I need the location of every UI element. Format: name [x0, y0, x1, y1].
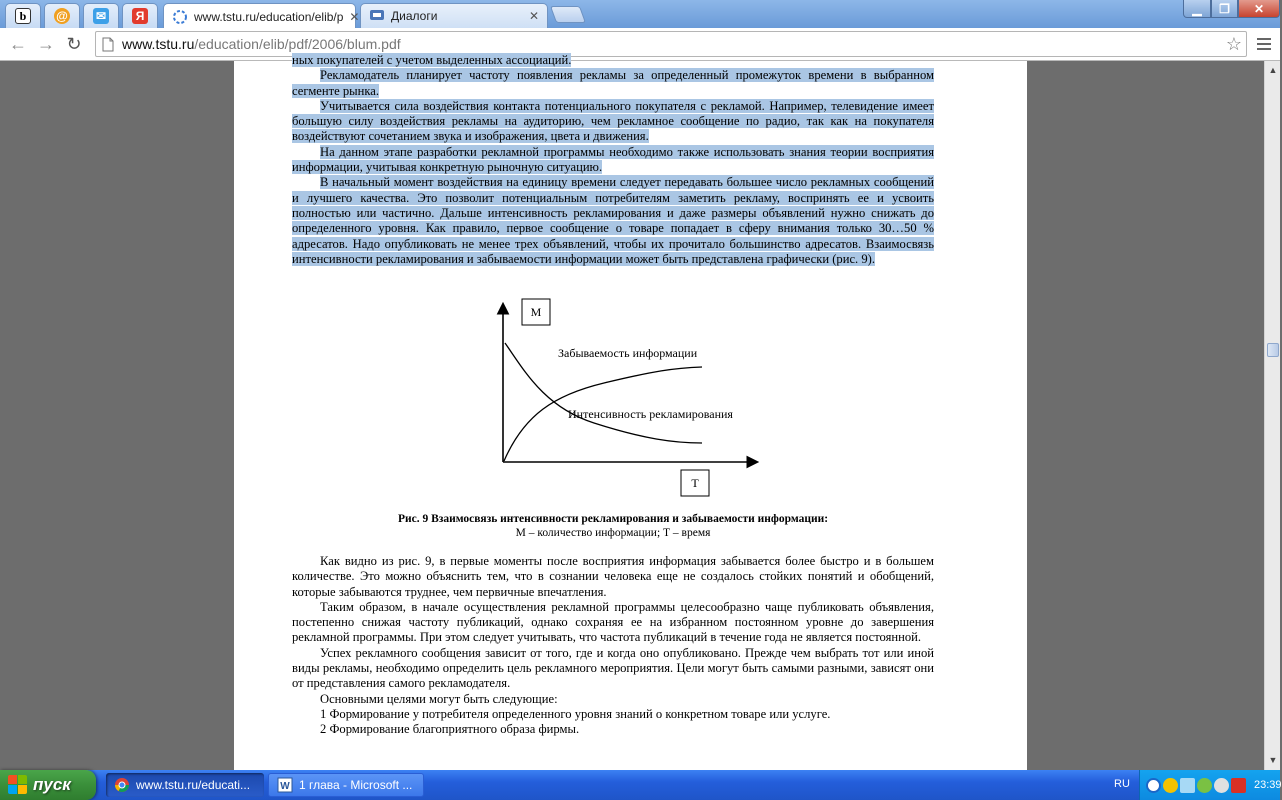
chat-icon — [369, 8, 385, 24]
forward-button[interactable] — [33, 32, 59, 56]
system-tray — [1139, 770, 1280, 800]
tray-app-icon[interactable] — [1163, 778, 1178, 793]
network-icon[interactable] — [1180, 778, 1195, 793]
chevron-left-icon[interactable] — [1146, 778, 1161, 793]
caption-subtitle: М – количество информации; Т – время — [515, 527, 711, 539]
list-item: 2 Формирование благоприятного образа фирмы. — [320, 722, 580, 737]
close-icon[interactable]: ✕ — [349, 9, 360, 24]
yandex-icon: Я — [132, 8, 148, 24]
antivirus-icon[interactable] — [1231, 778, 1246, 793]
pdf-page — [234, 53, 1027, 781]
paragraph: Основными целями могут быть следующие: — [320, 691, 558, 706]
start-button[interactable] — [0, 770, 96, 800]
bookmark-star-icon[interactable]: ☆ — [1225, 34, 1242, 54]
intensity-curve-label: Интенсивность рекламирования — [568, 407, 733, 421]
tab-pdf[interactable] — [163, 3, 360, 29]
tab-title: Диалоги — [391, 9, 438, 23]
selected-paragraph: Рекламодатель планирует частоту появления рекламы за определенный промежуток времени в выбранном сегменте рынка. — [292, 68, 934, 98]
scrollbar-thumb[interactable] — [1267, 343, 1279, 357]
arrow-left-icon: ← — [9, 33, 27, 54]
clock[interactable]: 23:39 — [1254, 779, 1282, 791]
pinned-tab-3[interactable] — [83, 3, 119, 28]
url-path: /education/elib/pdf/2006/blum.pdf — [194, 36, 401, 52]
arrow-right-icon: → — [37, 33, 55, 54]
vertical-scrollbar[interactable] — [1264, 61, 1280, 770]
paragraph: Успех рекламного сообщения зависит от того, где и когда оно опубликовано. Прежде чем выбрать тот или иной виды рекламы, необходимо определить цель рекламного мероприятия. Цели могут быть самыми разными, зависят они от представления самого рекламодателя. — [292, 645, 934, 691]
taskbar-item-browser[interactable] — [106, 773, 264, 797]
mail-at-icon: @ — [54, 8, 70, 24]
b-icon: b — [15, 8, 31, 24]
url-host: www.tstu.ru — [122, 36, 195, 52]
volume-icon[interactable] — [1214, 778, 1229, 793]
selected-line: ных покупателей с учетом выделенных ассоциаций. — [292, 53, 572, 67]
list-item: 1 Формирование у потребителя определенного уровня знаний о конкретном товаре или услуге. — [320, 706, 831, 721]
maximize-button[interactable]: ❐ — [1211, 0, 1238, 18]
pinned-tab-1[interactable] — [5, 3, 41, 28]
selected-paragraph: На данном этапе разработки рекламной программы необходимо также использовать знания теории восприятия информации, учитывая конкретную рыночную ситуацию. — [292, 144, 934, 175]
task-label: 1 глава - Microsoft ... — [299, 778, 413, 792]
svg-text:W: W — [280, 781, 290, 792]
y-axis-label: М — [530, 305, 542, 319]
tab-strip — [0, 0, 1280, 28]
tab-dialogs[interactable] — [360, 3, 548, 28]
x-axis-label: Т — [691, 476, 699, 490]
reload-icon: ↻ — [66, 33, 82, 54]
windows-taskbar — [0, 770, 1280, 800]
language-indicator[interactable]: RU — [1114, 778, 1130, 790]
pinned-tab-2[interactable] — [44, 3, 80, 28]
windows-logo-icon — [8, 775, 28, 795]
close-icon[interactable]: ✕ — [528, 9, 539, 23]
new-tab-button[interactable] — [550, 6, 586, 23]
scroll-up-icon[interactable]: ▲ — [1268, 65, 1278, 75]
selected-paragraph: Учитывается сила воздействия контакта потенциального покупателя с рекламой. Например, телевидение имеет большую силу воздействия рекламы на аудиторию, чем рекламное сообщение по радио, так как на покупателя воздействуют сочетанием звука и изображения, цвета и движения. — [292, 98, 934, 144]
paragraph: Таким образом, в начале осуществления рекламной программы целесообразно чаще публиковать объявления, постепенно снижая частоту публикаций, однако сохраняя ее на избранном постоянном уровне до завершения рекламной программы. При этом следует учитывать, что частота публикаций в течение года не является постоянной. — [292, 599, 934, 645]
taskbar-item-word[interactable] — [268, 773, 424, 797]
back-button[interactable] — [5, 32, 31, 56]
minimize-button[interactable]: ▁ — [1183, 0, 1211, 18]
task-label: www.tstu.ru/educati... — [136, 778, 251, 792]
close-window-button[interactable]: ✕ — [1238, 0, 1280, 18]
selected-paragraph: В начальный момент воздействия на единицу времени следует передавать большее число рекламных сообщений и лучшего качества. Это позволит потенциальным потребителям заметить рекламу, воспринять ее и усвоить полностью или частично. Дальше интенсивность рекламирования и даже размеры объявлений нужно снижать до определенного уровня. Как правило, первое сообщение о товаре попадает в сферу внимания только 30…50 % адресатов. Надо опубликовать не менее трех объявлений, чтобы их прочитало большинство адресатов. Взаимосвязь интенсивности рекламирования и забываемости информации может быть представлена графически (рис. 9). — [292, 175, 934, 266]
figure-graph — [484, 295, 774, 505]
body-text[interactable] — [292, 554, 934, 738]
start-label: пуск — [33, 775, 71, 794]
forgetting-curve-label: Забываемость информации — [558, 346, 698, 360]
page-icon — [100, 35, 116, 53]
reload-button[interactable] — [61, 32, 87, 56]
figure-caption — [292, 512, 934, 540]
scroll-down-icon[interactable]: ▼ — [1268, 755, 1278, 765]
selected-text-block[interactable] — [292, 53, 934, 267]
pinned-tab-4[interactable] — [122, 3, 158, 28]
envelope-icon: ✉ — [93, 8, 109, 24]
chrome-icon — [114, 777, 130, 793]
pdf-viewer[interactable] — [0, 53, 1264, 770]
word-icon — [277, 777, 293, 793]
tab-title: www.tstu.ru/education/elib/p — [194, 9, 344, 24]
tray-app-icon[interactable] — [1197, 778, 1212, 793]
caption-title: Рис. 9 Взаимосвязь интенсивности рекламирования и забываемости информации: — [397, 513, 829, 525]
site-icon — [172, 9, 188, 25]
paragraph: Как видно из рис. 9, в первые моменты после восприятия информация забывается более быстро и в большем количестве. Это можно объяснить тем, что в сознании человека еще не создалось стойких понятий и обобщений, которые забываются труднее, чем первичные впечатления. — [292, 554, 934, 599]
menu-button[interactable] — [1254, 33, 1274, 55]
